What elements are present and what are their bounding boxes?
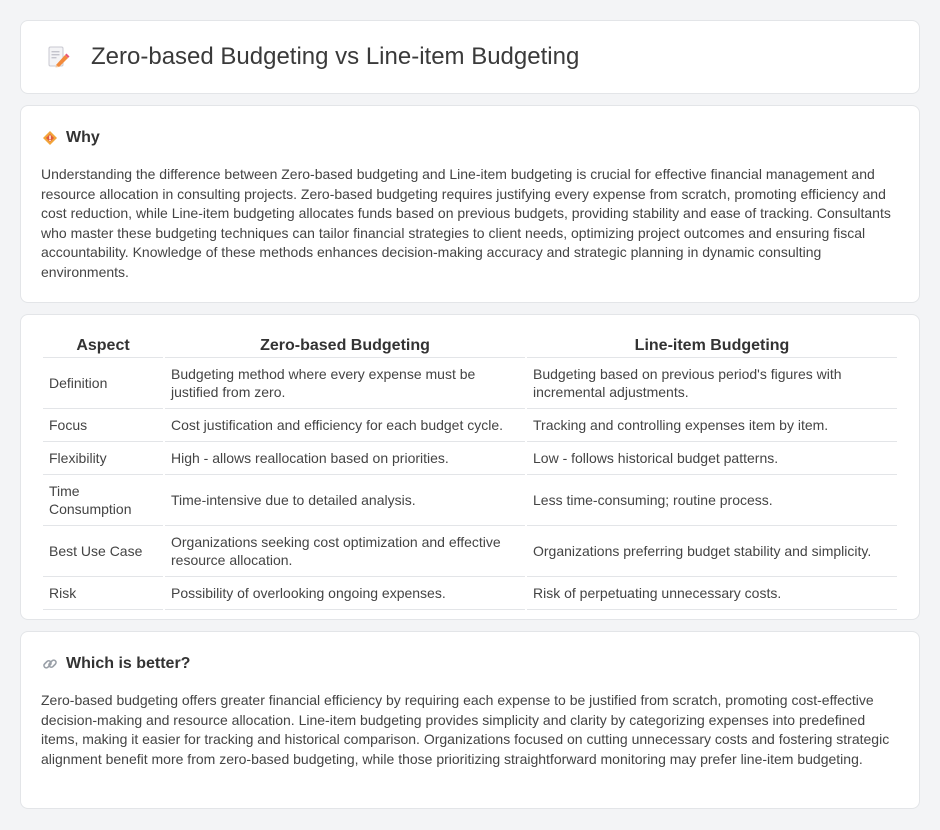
table-row [43,442,897,475]
table-cell-zero-based: Possibility of overlooking ongoing expenses. [165,577,525,610]
column-header-line-item: Line-item Budgeting [527,333,897,358]
table-cell-aspect: Risk [43,577,163,610]
table-cell-line-item: Budgeting based on previous period's figures with incremental adjustments. [527,358,897,409]
table-cell-aspect: Focus [43,409,163,442]
table-cell-aspect: Flexibility [43,442,163,475]
table-cell-aspect: Best Use Case [43,526,163,577]
table-row [43,409,897,442]
table-cell-line-item: Low - follows historical budget patterns. [527,442,897,475]
comparison-table-card [20,314,920,620]
table-cell-zero-based: Cost justification and efficiency for each budget cycle. [165,409,525,442]
document-pencil-icon [45,44,71,70]
table-cell-zero-based: High - allows reallocation based on priorities. [165,442,525,475]
warning-diamond-icon [41,129,59,147]
table-cell-line-item: Risk of perpetuating unnecessary costs. [527,577,897,610]
comparison-table [41,333,899,610]
table-row [43,475,897,526]
table-cell-aspect: Time Consumption [43,475,163,526]
table-cell-zero-based: Organizations seeking cost optimization and effective resource allocation. [165,526,525,577]
which-is-better-body: Zero-based budgeting offers greater financial efficiency by requiring each expense to be justified from scratch, promoting cost-effective decision-making and resource allocation. Line-item budgeting provides simplicity and clarity by categorizing expenses into predefined items, making it easier for tracking and historical comparison. Organizations focused on cutting unnecessary costs and fostering strategic alignment benefit more from zero-based budgeting, while those prioritizing straightforward monitoring may prefer line-item budgeting. [41,692,890,767]
table-cell-line-item: Less time-consuming; routine process. [527,475,897,526]
why-section [20,105,920,303]
table-cell-zero-based: Budgeting method where every expense must be justified from zero. [165,358,525,409]
which-is-better-section [20,631,920,809]
column-header-aspect: Aspect [43,333,163,358]
which-is-better-heading: Which is better? [66,655,191,672]
link-icon [41,655,59,673]
page-title: Zero-based Budgeting vs Line-item Budgeting [91,43,580,70]
table-header-row [43,333,897,358]
table-cell-zero-based: Time-intensive due to detailed analysis. [165,475,525,526]
which-is-better-header [41,652,899,676]
table-row [43,577,897,610]
why-body: Understanding the difference between Zero-based budgeting and Line-item budgeting is crucial for effective financial management and resource allocation in consulting projects. Zero-based budgeting requires justifying every expense from scratch, promoting efficiency and cost reduction, while Line-item budgeting allocates funds based on previous budgets, providing stability and ease of tracking. Consultants who master these budgeting techniques can tailor financial strategies to client needs, optimizing project outcomes and ensuring fiscal accountability. Knowledge of these methods enhances decision-making accuracy and strategic planning in dynamic consulting environments. [41,166,891,280]
table-cell-line-item: Tracking and controlling expenses item by item. [527,409,897,442]
why-heading: Why [66,129,100,146]
column-header-zero-based: Zero-based Budgeting [165,333,525,358]
table-row [43,526,897,577]
table-cell-line-item: Organizations preferring budget stability and simplicity. [527,526,897,577]
title-card [20,20,920,94]
why-header [41,126,899,150]
table-cell-aspect: Definition [43,358,163,409]
table-row [43,358,897,409]
